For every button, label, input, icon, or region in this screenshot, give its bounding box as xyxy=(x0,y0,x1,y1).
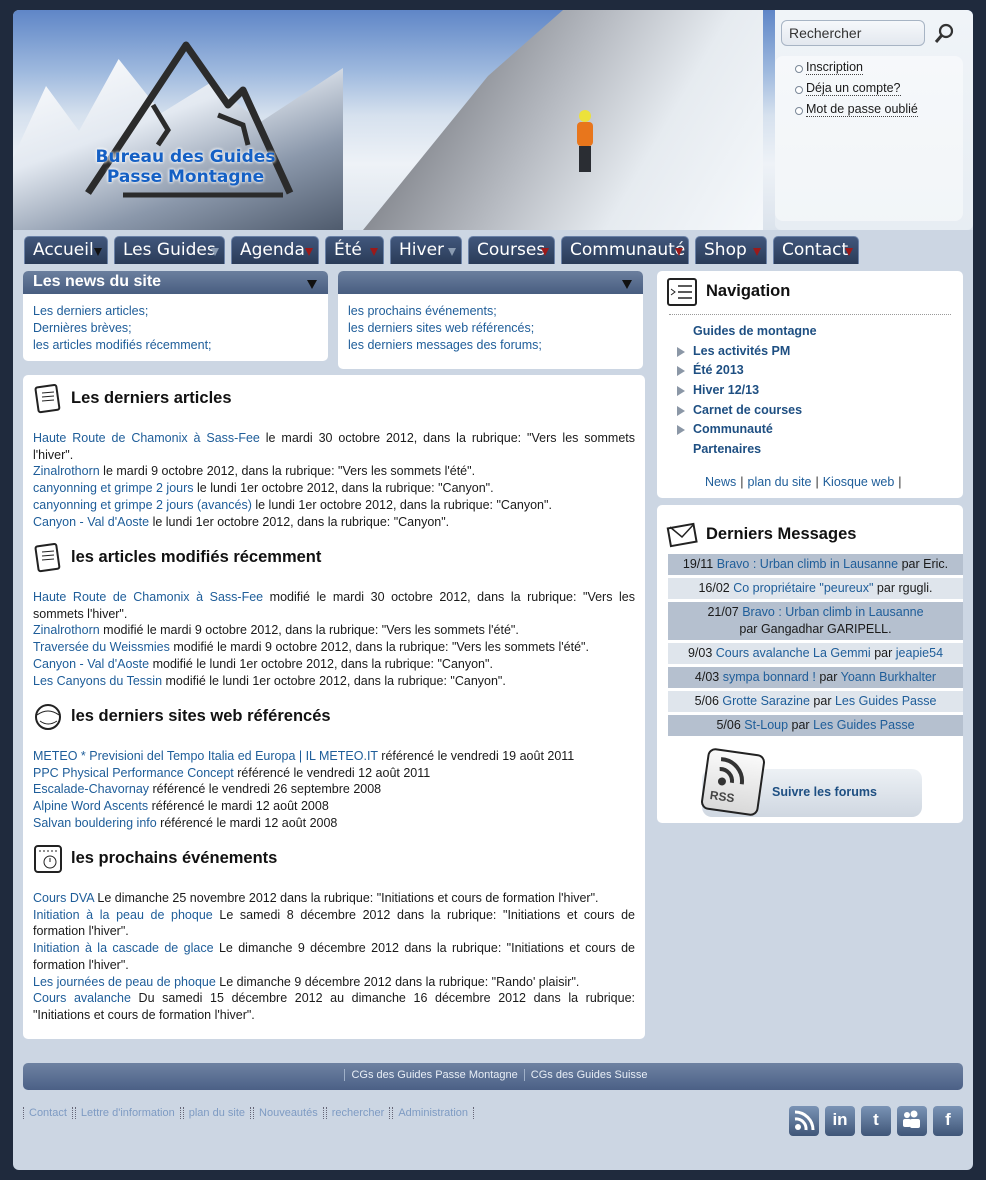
message-author: Eric. xyxy=(923,557,949,571)
events-box xyxy=(338,271,643,369)
site-entry xyxy=(33,798,635,815)
site-link[interactable]: Escalade-Chavornay xyxy=(33,782,150,797)
message-by: par xyxy=(876,581,895,595)
tab-accueil[interactable]: Accueil xyxy=(24,236,108,264)
tab-hiver[interactable]: Hiver xyxy=(390,236,462,264)
news-box xyxy=(23,271,328,361)
article-link[interactable]: Canyon - Val d'Aoste xyxy=(33,514,150,529)
site-meta: référencé le vendredi 26 septembre 2008 xyxy=(149,782,382,797)
site-entry xyxy=(33,765,635,782)
events-link-upcoming[interactable]: les prochains événements; xyxy=(348,304,497,318)
message-topic-link[interactable]: Cours avalanche La Gemmi xyxy=(715,646,871,660)
section-title-latest: Les derniers articles xyxy=(71,389,232,407)
article-entry xyxy=(33,463,635,480)
event-link[interactable]: Initiation à la peau de phoque xyxy=(33,907,213,922)
message-date: 16/02 xyxy=(698,581,730,595)
modified-article-entry xyxy=(33,622,635,639)
modified-article-meta: modifié le mardi 30 octobre 2012, dans la rubrique: "Vers les sommets l'hiver". xyxy=(33,590,635,621)
tab-les-guides[interactable]: Les Guides xyxy=(114,236,225,264)
news-link-breves[interactable]: Dernières brèves; xyxy=(33,321,132,335)
message-by: par xyxy=(901,557,920,571)
linkedin-icon[interactable]: in xyxy=(825,1106,855,1136)
navigation-item[interactable]: Guides de montagne xyxy=(693,324,817,338)
message-row xyxy=(668,643,963,664)
modified-article-entry xyxy=(33,673,635,690)
tab-courses[interactable]: Courses xyxy=(468,236,555,264)
modified-article-entry xyxy=(33,639,635,656)
event-entry xyxy=(33,990,635,1023)
article-entry xyxy=(33,514,635,531)
message-topic-link[interactable]: Bravo : Urban climb in Lausanne xyxy=(742,605,924,619)
news-box-header[interactable]: Les news du site xyxy=(23,271,328,294)
calendar-icon xyxy=(32,843,64,875)
twitter-icon[interactable]: t xyxy=(861,1106,891,1136)
message-date: 9/03 xyxy=(687,646,713,660)
navigation-item[interactable]: Communauté xyxy=(677,422,817,442)
event-link[interactable]: Initiation à la cascade de glace xyxy=(33,941,214,956)
footer-admin-link[interactable]: Administration xyxy=(392,1107,474,1119)
event-link[interactable]: Les journées de peau de phoque xyxy=(33,974,216,989)
logo-line-1: Bureau des Guides xyxy=(95,147,276,167)
rss-icon[interactable] xyxy=(789,1106,819,1136)
facebook-icon[interactable]: f xyxy=(933,1106,963,1136)
menu-list-icon xyxy=(666,276,698,308)
message-author: rgugli. xyxy=(898,581,933,595)
events-link-forums[interactable]: les derniers messages des forums; xyxy=(348,338,542,352)
event-entry xyxy=(33,940,635,973)
messages-title: Derniers Messages xyxy=(706,525,857,543)
modified-article-link[interactable]: Canyon - Val d'Aoste xyxy=(33,656,150,671)
site-meta: référencé le vendredi 19 août 2011 xyxy=(377,749,575,763)
modified-articles-list xyxy=(33,589,635,689)
tab-shop[interactable]: Shop xyxy=(695,236,767,264)
event-entry xyxy=(33,907,635,940)
event-meta: Le dimanche 9 décembre 2012 dans la rubrique: "Rando' plaisir". xyxy=(215,974,580,989)
message-date: 5/06 xyxy=(716,718,741,732)
messages-list xyxy=(668,554,963,739)
event-meta: Le dimanche 9 décembre 2012 dans la rubrique: "Initiations et cours de formation l'hiver". xyxy=(33,941,635,972)
login-link[interactable]: Déja un compte? xyxy=(795,81,918,102)
article-entry xyxy=(33,480,635,497)
modified-article-meta: modifié le mardi 9 octobre 2012, dans la rubrique: "Vers les sommets l'été". xyxy=(99,623,519,638)
event-meta: Le samedi 8 décembre 2012 dans la rubrique: "Initiations et cours de formation l'hiver". xyxy=(33,907,635,939)
myspace-icon[interactable] xyxy=(897,1106,927,1136)
navigation-title: Navigation xyxy=(706,282,791,300)
article-meta: le lundi 1er octobre 2012, dans la rubrique: "Canyon". xyxy=(251,497,552,512)
kiosque-link[interactable]: Kiosque web xyxy=(822,475,895,489)
navigation-item[interactable]: Hiver 12/13 xyxy=(677,383,817,403)
navigation-list xyxy=(677,324,817,462)
message-author-link[interactable]: Les Guides Passe xyxy=(813,718,915,732)
article-meta: le mardi 30 octobre 2012, dans la rubrique: "Vers les sommets l'hiver". xyxy=(33,431,635,462)
climber-image xyxy=(573,110,597,170)
envelope-icon xyxy=(666,518,698,550)
message-author-link[interactable]: Yoann Burkhalter xyxy=(840,670,937,684)
message-date: 21/07 xyxy=(707,605,739,619)
tab-agenda[interactable]: Agenda xyxy=(231,236,319,264)
referenced-sites-list xyxy=(33,748,635,832)
event-link[interactable]: Cours avalanche xyxy=(33,991,131,1006)
modified-article-meta: modifié le lundi 1er octobre 2012, dans la rubrique: "Canyon". xyxy=(149,656,493,671)
site-logo[interactable] xyxy=(68,35,303,205)
rss-icon xyxy=(700,747,766,816)
message-by: par xyxy=(791,718,810,732)
messages-box xyxy=(657,505,963,823)
section-title-events: les prochains événements xyxy=(71,849,278,867)
event-meta: Le dimanche 25 novembre 2012 dans la rubrique: "Initiations et cours de formation l'hiver". xyxy=(93,891,599,905)
article-link[interactable]: canyonning et grimpe 2 jours xyxy=(33,481,194,496)
message-row xyxy=(668,667,963,688)
modified-article-link[interactable]: Traversée du Weissmies xyxy=(33,640,170,655)
message-row xyxy=(668,691,963,712)
modified-article-link[interactable]: Les Canyons du Tessin xyxy=(33,673,163,688)
message-author-link[interactable]: Les Guides Passe xyxy=(834,694,937,708)
event-meta: Du samedi 15 décembre 2012 au dimanche 16 décembre 2012 dans la rubrique: "Initiations et cours de formation l'hiver". xyxy=(33,991,635,1022)
article-meta: le mardi 9 octobre 2012, dans la rubrique: "Vers les sommets l'été". xyxy=(99,464,476,479)
article-entry xyxy=(33,497,635,514)
message-row xyxy=(668,715,963,736)
navigation-footer: News | plan du site | Kiosque web | xyxy=(705,475,902,489)
message-topic-link[interactable]: Bravo : Urban climb in Lausanne xyxy=(716,557,899,571)
message-date: 4/03 xyxy=(694,670,720,684)
cgs-guides-suisse-link[interactable]: CGs des Guides Suisse xyxy=(530,1069,648,1081)
section-title-modified: les articles modifiés récemment xyxy=(71,548,322,566)
message-date: 5/06 xyxy=(694,694,719,708)
message-topic-link[interactable]: Co propriétaire "peureux" xyxy=(733,581,874,595)
navigation-item[interactable]: Été 2013 xyxy=(677,363,817,383)
article-link[interactable]: canyonning et grimpe 2 jours (avancés) xyxy=(33,497,252,512)
modified-article-meta: modifié le mardi 9 octobre 2012, dans la rubrique: "Vers les sommets l'été". xyxy=(169,640,589,655)
forgot-password-link[interactable]: Mot de passe oublié xyxy=(795,102,918,123)
article-link[interactable]: Zinalrothorn xyxy=(33,464,100,479)
message-by: par xyxy=(874,646,893,660)
logo-line-2: Passe Montagne xyxy=(106,167,265,187)
navigation-box xyxy=(657,271,963,498)
search-icon[interactable] xyxy=(933,22,957,46)
article-icon xyxy=(32,383,64,415)
events-box-header[interactable] xyxy=(338,271,643,294)
news-link-modified[interactable]: les articles modifiés récemment; xyxy=(33,338,212,352)
search-input[interactable]: Rechercher xyxy=(781,20,925,46)
message-by: par xyxy=(813,694,832,708)
site-link[interactable]: PPC Physical Performance Concept xyxy=(33,765,234,780)
site-link[interactable]: Salvan bouldering info xyxy=(33,815,157,830)
navigation-item[interactable]: Les activités PM xyxy=(677,344,817,364)
article-link[interactable]: Haute Route de Chamonix à Sass-Fee xyxy=(33,431,260,445)
message-row xyxy=(668,554,963,575)
message-by: par xyxy=(739,622,758,636)
message-topic-link[interactable]: Grotte Sarazine xyxy=(722,694,810,708)
modified-article-entry xyxy=(33,656,635,673)
events-link-sites[interactable]: les derniers sites web référencés; xyxy=(348,321,535,335)
page xyxy=(13,10,973,1170)
message-topic-link[interactable]: sympa bonnard ! xyxy=(722,670,816,684)
modified-article-entry xyxy=(33,589,635,622)
cgs-passe-montagne-link[interactable]: CGs des Guides Passe Montagne xyxy=(351,1069,518,1081)
article-icon xyxy=(32,542,64,574)
message-row xyxy=(668,578,963,599)
site-link[interactable]: METEO * Previsioni del Tempo Italia ed Europa | IL METEO.IT xyxy=(33,749,378,763)
message-topic-link[interactable]: St-Loup xyxy=(744,718,789,732)
collapse-icon[interactable] xyxy=(307,280,317,289)
main-content xyxy=(23,375,645,1039)
account-links xyxy=(775,56,963,221)
news-link-articles[interactable]: Les derniers articles; xyxy=(33,304,149,318)
modified-article-meta: modifié le lundi 1er octobre 2012, dans la rubrique: "Canyon". xyxy=(162,673,506,688)
message-author-link[interactable]: jeapie54 xyxy=(895,646,944,660)
footer-search-link[interactable]: rechercher xyxy=(326,1107,391,1119)
site-meta: référencé le mardi 12 août 2008 xyxy=(156,815,338,830)
event-entry xyxy=(33,890,635,907)
upcoming-events-list xyxy=(33,890,635,1024)
signup-link[interactable]: Inscription xyxy=(795,60,918,81)
navigation-item[interactable]: Carnet de courses xyxy=(677,403,817,423)
event-entry xyxy=(33,974,635,991)
site-meta: référencé le vendredi 12 août 2011 xyxy=(233,765,431,780)
footer-contact-link[interactable]: Contact xyxy=(23,1107,73,1119)
footer-links xyxy=(23,1107,476,1119)
site-entry xyxy=(33,815,635,832)
follow-forums-button[interactable] xyxy=(702,769,922,817)
latest-articles-list xyxy=(33,430,635,530)
footer-bar xyxy=(23,1063,963,1090)
footer-sitemap-link[interactable]: plan du site xyxy=(183,1107,251,1119)
collapse-icon[interactable] xyxy=(622,280,632,289)
footer-news-link[interactable]: Nouveautés xyxy=(253,1107,324,1119)
section-title-sites: les derniers sites web référencés xyxy=(71,707,331,725)
event-link[interactable]: Cours DVA xyxy=(33,891,94,905)
navigation-item[interactable]: Partenaires xyxy=(693,442,762,457)
follow-forums-label: Suivre les forums xyxy=(772,785,877,799)
site-entry xyxy=(33,781,635,798)
modified-article-link[interactable]: Haute Route de Chamonix à Sass-Fee xyxy=(33,590,264,604)
footer-newsletter-link[interactable]: Lettre d'information xyxy=(75,1107,181,1119)
sitemap-link[interactable]: plan du site xyxy=(747,475,812,489)
site-meta: référencé le mardi 12 août 2008 xyxy=(148,799,329,814)
tab-ete[interactable]: Été xyxy=(325,236,384,264)
news-link[interactable]: News xyxy=(705,475,737,489)
message-date: 19/11 xyxy=(682,557,714,571)
site-entry xyxy=(33,748,635,765)
site-link[interactable]: Alpine Word Ascents xyxy=(33,799,149,814)
article-meta: le lundi 1er octobre 2012, dans la rubrique: "Canyon". xyxy=(193,481,494,496)
tab-contact[interactable]: Contact xyxy=(773,236,859,264)
message-author: Gangadhar GARIPELL. xyxy=(760,622,892,636)
article-meta: le lundi 1er octobre 2012, dans la rubrique: "Canyon". xyxy=(149,514,450,529)
globe-icon xyxy=(32,701,64,733)
tab-communaute[interactable]: Communauté xyxy=(561,236,689,264)
message-by: par xyxy=(819,670,838,684)
rss-label: RSS xyxy=(709,787,736,806)
article-entry xyxy=(33,430,635,463)
message-row xyxy=(668,602,963,640)
modified-article-link[interactable]: Zinalrothorn xyxy=(33,623,100,638)
